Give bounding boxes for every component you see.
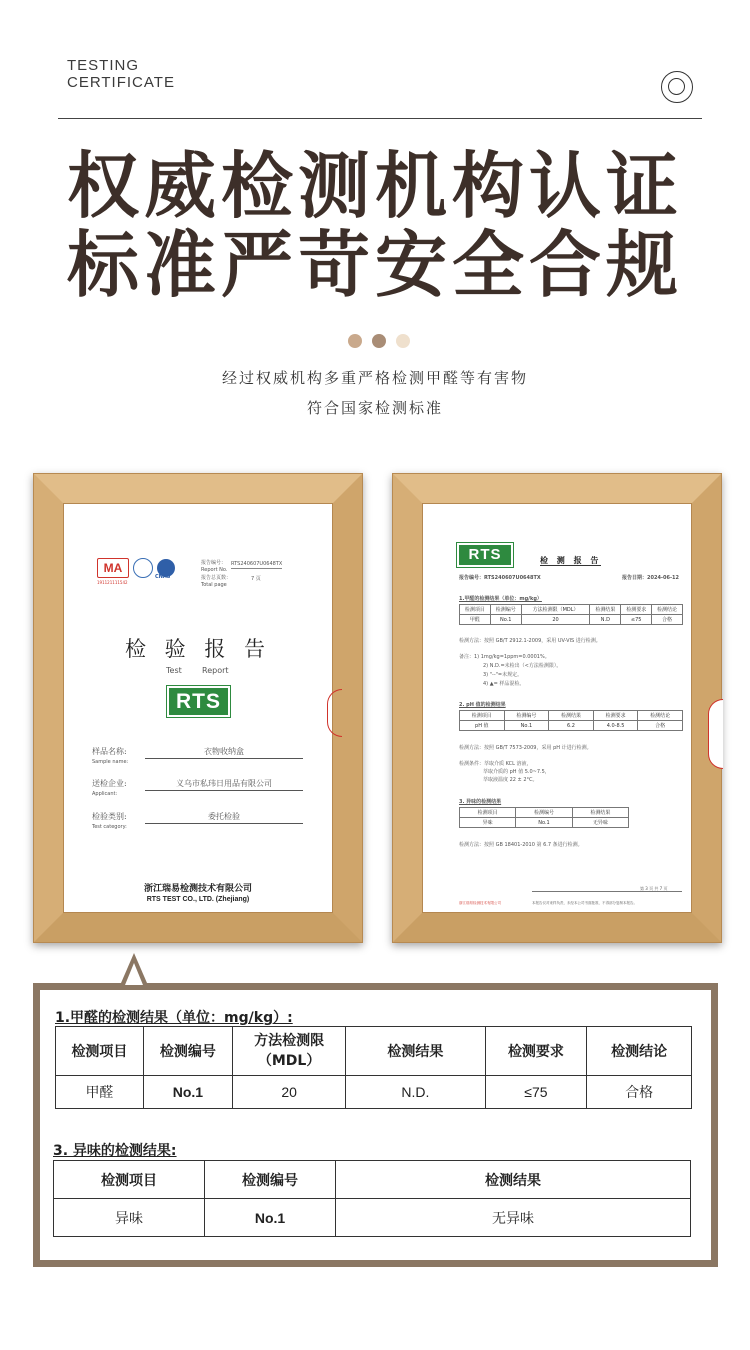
report-title-small: 检 测 报 告 <box>540 556 602 565</box>
seal-stamp-icon <box>708 699 723 769</box>
data-cell: 无异味 <box>336 1199 691 1237</box>
dot-2 <box>372 334 386 348</box>
rts-logo: RTS <box>167 686 230 717</box>
data-cell: 异味 <box>54 1199 205 1237</box>
cell: 检测项目 <box>460 605 491 615</box>
section-2-cond-3: 萃取液温度 22 ± 2°C。 <box>483 777 538 783</box>
header-cell: 检测结果 <box>346 1027 485 1076</box>
cell: 检测编号 <box>490 605 521 615</box>
cell: 20 <box>521 615 590 625</box>
ma-logo: MA <box>97 558 129 578</box>
report-no-small: 报告编号：RTS240607U0648TX <box>459 575 541 581</box>
right-certificate-frame[interactable] <box>392 473 722 943</box>
cell: pH 值 <box>460 721 505 731</box>
data-cell: 甲醛 <box>56 1076 144 1109</box>
subtitle-line-1: 经过权威机构多重严格检测甲醛等有害物 <box>221 369 528 387</box>
right-certificate-paper <box>422 503 692 913</box>
callout-pointer-inner <box>125 963 143 985</box>
results-section-3-title: 3. 异味的检测结果: <box>53 1143 177 1159</box>
dot-3 <box>396 334 410 348</box>
cell: 检测编号 <box>516 808 572 818</box>
company-name-en: RTS TEST CO., LTD. (Zhejiang) <box>146 896 250 903</box>
results-table-odor <box>53 1160 691 1237</box>
cell: No.1 <box>516 818 572 828</box>
rts-logo-small: RTS <box>457 543 513 567</box>
report-no-label-en: Report No. <box>201 567 228 573</box>
circle-badge-icon <box>661 71 693 103</box>
data-cell: 20 <box>232 1076 345 1109</box>
report-no-value: RTS240607U0648TX <box>231 561 283 567</box>
results-table-formaldehyde <box>55 1026 692 1109</box>
header-cell: 方法检测限 （MDL） <box>232 1027 345 1076</box>
header-divider <box>58 118 702 119</box>
section-2-table-small <box>459 710 683 731</box>
headline-line-1: 权威检测机构认证 <box>66 144 683 228</box>
field-label-category-en: Test category: <box>92 824 127 830</box>
note-4: 4) ▲= 样品混检。 <box>483 681 525 687</box>
cell: 方法检测限（MDL） <box>521 605 590 615</box>
header-cell: 检测要求 <box>485 1027 587 1076</box>
section-3-method: 检测方法：按照 GB 18401-2010 第 6.7 条进行检测。 <box>459 842 583 848</box>
header-cell: 检测项目 <box>54 1161 205 1199</box>
section-2-cond-1: 检测条件：萃取介质 KCL 溶液， <box>459 761 532 767</box>
cell: 检测结果 <box>549 711 594 721</box>
field-label-applicant-en: Applicant: <box>92 791 118 797</box>
total-page-label: 报告总页数： <box>201 575 232 581</box>
field-label-category: 检验类别: <box>92 812 127 821</box>
cell: ≤75 <box>621 615 652 625</box>
data-cell: No.1 <box>143 1076 232 1109</box>
results-section-1-title: 1.甲醛的检测结果（单位：mg/kg）: <box>55 1010 293 1026</box>
report-title: 检 验 报 告 <box>124 637 272 661</box>
brand-line-2: CERTIFICATE <box>67 74 175 91</box>
section-2-cond-2: 萃取介质的 pH 值 5.0~7.5， <box>483 769 550 775</box>
section-1-title-small: 1.甲醛的检测结果（单位：mg/kg） <box>459 596 542 602</box>
cell: 检测要求 <box>593 711 638 721</box>
header-cell: 检测编号 <box>205 1161 336 1199</box>
cell: 检测结果 <box>572 808 628 818</box>
dot-1 <box>348 334 362 348</box>
brand-label <box>67 57 175 91</box>
cell: No.1 <box>490 615 521 625</box>
page-number: 第 3 页 共 7 页 <box>640 886 668 891</box>
section-2-method: 检测方法：按照 GB/T 7573-2009，采用 pH 计进行检测。 <box>459 745 592 751</box>
report-no-label: 报告编号： <box>201 560 227 566</box>
subtitle-line-2: 符合国家检测标准 <box>306 399 443 417</box>
cnas-logo: CNAS <box>155 574 171 580</box>
section-1-method: 检测方法：按照 GB/T 2912.1-2009，采用 UV-VIS 进行检测。 <box>459 638 601 644</box>
header-cell: 检测项目 <box>56 1027 144 1076</box>
data-cell: N.D. <box>346 1076 485 1109</box>
footer-text: 本报告仅对来样负责，未经本公司书面批准，不得部分复制本报告。 <box>532 901 637 905</box>
cell: 检测结论 <box>638 711 683 721</box>
cell: 检测项目 <box>460 808 516 818</box>
cell: 检测结果 <box>590 605 621 615</box>
cell: 合格 <box>638 721 683 731</box>
seal-stamp-icon <box>327 689 342 737</box>
ilac-logo-icon <box>133 558 153 578</box>
cell: 检测项目 <box>460 711 505 721</box>
left-certificate-paper <box>63 503 333 913</box>
field-value-applicant: 义乌市私玮日用品有限公司 <box>145 778 303 791</box>
field-value-sample: 衣物收纳盒 <box>145 746 303 759</box>
footer-company: 浙江瑞易检测技术有限公司 <box>459 901 501 905</box>
cell: N.D <box>590 615 621 625</box>
data-cell: No.1 <box>205 1199 336 1237</box>
field-label-sample-en: Sample name: <box>92 759 129 765</box>
cell: 6.2 <box>549 721 594 731</box>
cell: 无异味 <box>572 818 628 828</box>
note-3: 3) "--"=未规定。 <box>483 672 523 678</box>
total-page-value: 7 页 <box>251 576 261 582</box>
cell: 检测编号 <box>504 711 549 721</box>
ma-code: 191121111542 <box>97 580 128 585</box>
company-name-cn: 浙江瑞易检测技术有限公司 <box>143 884 252 894</box>
footer-divider <box>532 891 682 892</box>
section-1-table-small <box>459 604 683 625</box>
cell: 检测结论 <box>652 605 683 615</box>
cell: 甲醛 <box>460 615 491 625</box>
left-certificate-frame[interactable] <box>33 473 363 943</box>
brand-line-1: TESTING <box>67 57 140 74</box>
section-3-title-small: 3. 异味的检测结果 <box>459 799 502 805</box>
total-page-label-en: Total page <box>201 582 227 588</box>
header-cell: 检测编号 <box>143 1027 232 1076</box>
data-cell: 合格 <box>587 1076 692 1109</box>
cell: No.1 <box>504 721 549 731</box>
report-title-en-2: Report <box>202 666 229 675</box>
cell: 异味 <box>460 818 516 828</box>
note-2: 2) N.D.=未检出（<方法检测限）。 <box>483 663 562 669</box>
field-value-category: 委托检验 <box>145 811 303 824</box>
headline-line-2: 标准严苛安全合规 <box>66 223 683 307</box>
report-date: 报告日期：2024-06-12 <box>622 575 679 581</box>
field-label-sample: 样品名称: <box>92 747 127 756</box>
report-title-en-1: Test <box>166 666 182 675</box>
header-cell: 检测结论 <box>587 1027 692 1076</box>
cell: 检测要求 <box>621 605 652 615</box>
cell: 合格 <box>652 615 683 625</box>
header-cell: 检测结果 <box>336 1161 691 1199</box>
field-label-applicant: 送检企业: <box>92 779 127 788</box>
note-1: 备注：1) 1mg/kg=1ppm=0.0001%。 <box>459 654 550 660</box>
section-3-table-small <box>459 807 629 828</box>
section-2-title-small: 2. pH 值的检测结果 <box>459 702 506 708</box>
cell: 4.0-8.5 <box>593 721 638 731</box>
data-cell: ≤75 <box>485 1076 587 1109</box>
